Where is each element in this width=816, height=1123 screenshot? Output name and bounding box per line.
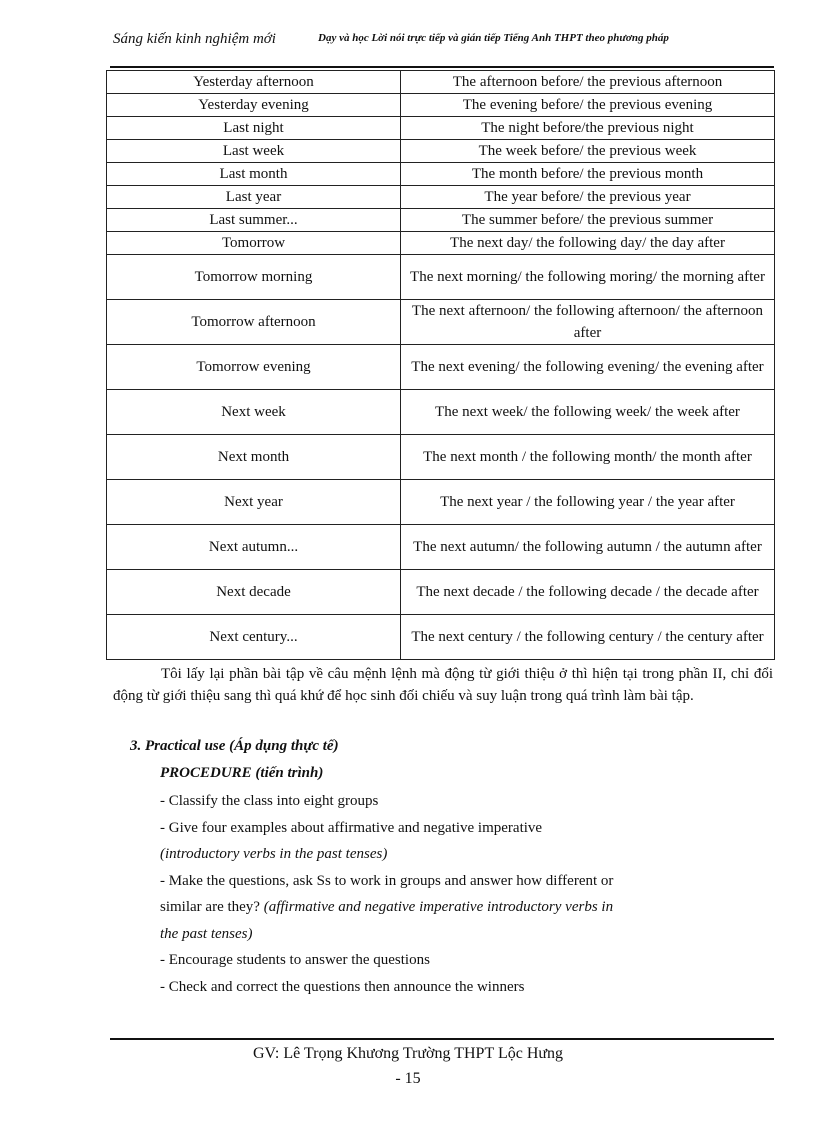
indirect-speech-cell: The night before/the previous night	[401, 117, 775, 140]
step-line: - Check and correct the questions then announce the winners	[160, 978, 525, 995]
procedure-title: PROCEDURE (tiến trình)	[160, 765, 324, 781]
indirect-speech-cell: The next day/ the following day/ the day after	[401, 232, 775, 255]
indirect-speech-cell: The next autumn/ the following autumn / the autumn after	[401, 525, 775, 570]
time-conversion-table	[106, 70, 775, 660]
direct-speech-cell: Tomorrow morning	[107, 255, 401, 300]
header-left-title: Sáng kiến kinh nghiệm mới	[113, 31, 276, 47]
table-row	[107, 390, 775, 435]
procedure-steps	[160, 788, 680, 1000]
direct-speech-cell: Tomorrow	[107, 232, 401, 255]
body-paragraph: Tôi lấy lại phần bài tập về câu mệnh lệnh mà động từ giới thiệu ở thì hiện tại trong phần II, chỉ đổi động từ giới thiệu sang thì quá khứ để học sinh đối chiếu và suy luận trong quá trình làm bài tập.	[113, 666, 773, 704]
step-note: the past tenses)	[160, 925, 253, 942]
header-right-title: Dạy và học Lời nói trực tiếp và gián tiếp Tiếng Anh THPT theo phương pháp	[318, 32, 669, 44]
direct-speech-cell: Next century...	[107, 615, 401, 660]
direct-speech-cell: Yesterday evening	[107, 94, 401, 117]
step-line: - Give four examples about affirmative and negative imperative	[160, 819, 543, 836]
direct-speech-cell: Tomorrow evening	[107, 345, 401, 390]
table-row	[107, 435, 775, 480]
table-row	[107, 345, 775, 390]
table-row	[107, 163, 775, 186]
table-row	[107, 140, 775, 163]
table-row	[107, 570, 775, 615]
direct-speech-cell: Yesterday afternoon	[107, 71, 401, 94]
indirect-speech-cell: The year before/ the previous year	[401, 186, 775, 209]
indirect-speech-cell: The month before/ the previous month	[401, 163, 775, 186]
direct-speech-cell: Last month	[107, 163, 401, 186]
table-row	[107, 186, 775, 209]
footer-teacher: GV: Lê Trọng Khương Trường THPT Lộc Hưng	[252, 1045, 564, 1062]
indirect-speech-cell: The week before/ the previous week	[401, 140, 775, 163]
section-title: 3. Practical use (Áp dụng thực tế)	[130, 738, 339, 754]
direct-speech-cell: Last summer...	[107, 209, 401, 232]
table-row	[107, 300, 775, 345]
direct-speech-cell: Next month	[107, 435, 401, 480]
indirect-speech-cell: The next month / the following month/ the month after	[401, 435, 775, 480]
table-row	[107, 94, 775, 117]
indirect-speech-cell: The afternoon before/ the previous afternoon	[401, 71, 775, 94]
direct-speech-cell: Tomorrow afternoon	[107, 300, 401, 345]
step-line: - Classify the class into eight groups	[160, 793, 379, 809]
indirect-speech-cell: The next century / the following century / the century after	[401, 615, 775, 660]
step-line: - Encourage students to answer the questions	[160, 952, 430, 968]
indirect-speech-cell: The next decade / the following decade / the decade after	[401, 570, 775, 615]
indirect-speech-cell: The next year / the following year / the year after	[401, 480, 775, 525]
step-note: (affirmative and negative imperative introductory verbs in	[263, 899, 614, 915]
header-divider	[110, 66, 774, 68]
table-row	[107, 117, 775, 140]
indirect-speech-cell: The next evening/ the following evening/ the evening after	[401, 345, 775, 390]
direct-speech-cell: Next week	[107, 390, 401, 435]
table-row	[107, 525, 775, 570]
step-note: (introductory verbs in the past tenses)	[160, 846, 388, 862]
indirect-speech-cell: The evening before/ the previous evening	[401, 94, 775, 117]
table-row	[107, 480, 775, 525]
direct-speech-cell: Last night	[107, 117, 401, 140]
direct-speech-cell: Next year	[107, 480, 401, 525]
table-row	[107, 71, 775, 94]
direct-speech-cell: Next decade	[107, 570, 401, 615]
table-body	[107, 71, 775, 660]
step-text: similar are they?	[160, 899, 260, 915]
indirect-speech-cell: The next afternoon/ the following afternoon/ the afternoon after	[401, 300, 775, 345]
step-line: - Make the questions, ask Ss to work in groups and answer how different or	[160, 872, 614, 889]
direct-speech-cell: Last week	[107, 140, 401, 163]
footer-divider	[110, 1038, 774, 1040]
indirect-speech-cell: The summer before/ the previous summer	[401, 209, 775, 232]
table-row	[107, 615, 775, 660]
step-line-continued	[160, 894, 680, 921]
direct-speech-cell: Next autumn...	[107, 525, 401, 570]
table-row	[107, 232, 775, 255]
direct-speech-cell: Last year	[107, 186, 401, 209]
table-row	[107, 255, 775, 300]
page-number: - 15	[395, 1070, 421, 1087]
indirect-speech-cell: The next week/ the following week/ the week after	[401, 390, 775, 435]
indirect-speech-cell: The next morning/ the following moring/ the morning after	[401, 255, 775, 300]
table-row	[107, 209, 775, 232]
